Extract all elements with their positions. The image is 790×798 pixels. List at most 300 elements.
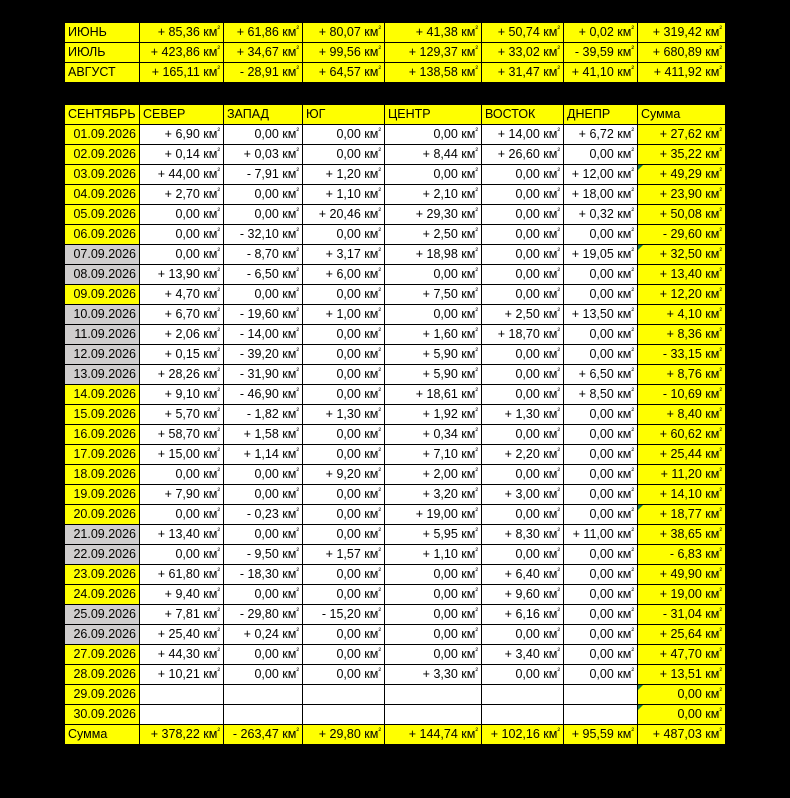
- value-cell[interactable]: [303, 425, 385, 445]
- value-cell[interactable]: [385, 165, 482, 185]
- value-cell[interactable]: [385, 285, 482, 305]
- value-cell[interactable]: [564, 285, 638, 305]
- value-cell[interactable]: [303, 185, 385, 205]
- unit: $км^{^2}$: [701, 346, 722, 361]
- value-cell[interactable]: [303, 125, 385, 145]
- value-cell[interactable]: [564, 345, 638, 365]
- date-cell[interactable]: [65, 685, 140, 705]
- value-cell[interactable]: [482, 225, 564, 245]
- summary-value[interactable]: [140, 23, 224, 43]
- value-cell[interactable]: [564, 185, 638, 205]
- month-label[interactable]: [65, 23, 140, 43]
- value-cell[interactable]: [385, 565, 482, 585]
- value-cell[interactable]: [140, 185, 224, 205]
- date-cell[interactable]: [65, 185, 140, 205]
- value-cell[interactable]: [482, 585, 564, 605]
- value-cell[interactable]: [564, 605, 638, 625]
- value-cell[interactable]: [303, 505, 385, 525]
- cell-text: + 5,70: [164, 407, 200, 421]
- value-cell[interactable]: [140, 305, 224, 325]
- value-cell[interactable]: [482, 145, 564, 165]
- value-cell[interactable]: [224, 665, 303, 685]
- value-cell[interactable]: [303, 325, 385, 345]
- cell-text: 10.09.2026: [73, 307, 136, 321]
- date-cell[interactable]: [65, 145, 140, 165]
- value-cell[interactable]: [224, 425, 303, 445]
- value-cell[interactable]: [303, 145, 385, 165]
- value-cell[interactable]: [482, 405, 564, 425]
- value-cell[interactable]: [385, 625, 482, 645]
- value-cell[interactable]: [385, 325, 482, 345]
- cell-text: + 0,03: [243, 147, 279, 161]
- column-header[interactable]: [638, 105, 726, 125]
- date-cell[interactable]: [65, 365, 140, 385]
- value-cell[interactable]: [385, 185, 482, 205]
- date-cell[interactable]: [65, 165, 140, 185]
- value-cell[interactable]: [482, 705, 564, 725]
- sum-cell[interactable]: [638, 465, 726, 485]
- value-cell[interactable]: [482, 485, 564, 505]
- value-cell[interactable]: [564, 545, 638, 565]
- column-header[interactable]: [385, 105, 482, 125]
- summary-value[interactable]: [564, 43, 638, 63]
- value-cell[interactable]: [564, 225, 638, 245]
- value-cell[interactable]: [385, 665, 482, 685]
- value-cell[interactable]: [303, 285, 385, 305]
- value-cell[interactable]: [224, 545, 303, 565]
- date-cell[interactable]: [65, 545, 140, 565]
- value-cell[interactable]: [303, 305, 385, 325]
- value-cell[interactable]: [482, 165, 564, 185]
- value-cell[interactable]: [564, 245, 638, 265]
- value-cell[interactable]: [224, 205, 303, 225]
- date-cell[interactable]: [65, 425, 140, 445]
- value-cell[interactable]: [564, 205, 638, 225]
- value-cell[interactable]: [140, 505, 224, 525]
- column-header[interactable]: [140, 105, 224, 125]
- value-cell[interactable]: [385, 705, 482, 725]
- summary-value[interactable]: [638, 43, 726, 63]
- sum-cell[interactable]: [638, 165, 726, 185]
- value-cell[interactable]: [224, 185, 303, 205]
- value-cell[interactable]: [385, 505, 482, 525]
- sum-cell[interactable]: [638, 565, 726, 585]
- column-header[interactable]: [303, 105, 385, 125]
- value-cell[interactable]: [482, 125, 564, 145]
- value-cell[interactable]: [140, 165, 224, 185]
- value-cell[interactable]: [224, 125, 303, 145]
- value-cell[interactable]: [140, 465, 224, 485]
- value-cell[interactable]: [482, 525, 564, 545]
- value-cell[interactable]: [224, 565, 303, 585]
- value-cell[interactable]: [140, 345, 224, 365]
- value-cell[interactable]: [303, 205, 385, 225]
- value-cell[interactable]: [224, 485, 303, 505]
- sum-cell[interactable]: [638, 305, 726, 325]
- sum-cell[interactable]: [638, 185, 726, 205]
- value-cell[interactable]: [385, 605, 482, 625]
- date-cell[interactable]: [65, 625, 140, 645]
- value-cell[interactable]: [140, 125, 224, 145]
- value-cell[interactable]: [482, 665, 564, 685]
- value-cell[interactable]: [482, 385, 564, 405]
- value-cell[interactable]: [224, 305, 303, 325]
- sum-cell[interactable]: [638, 685, 726, 705]
- value-cell[interactable]: [224, 465, 303, 485]
- value-cell[interactable]: [224, 225, 303, 245]
- value-cell[interactable]: [303, 385, 385, 405]
- value-cell[interactable]: [482, 685, 564, 705]
- value-cell[interactable]: [385, 385, 482, 405]
- date-cell[interactable]: [65, 385, 140, 405]
- summary-value[interactable]: [140, 63, 224, 83]
- value-cell[interactable]: [140, 625, 224, 645]
- unit: $км^{^2}$: [199, 406, 220, 421]
- date-cell[interactable]: [65, 305, 140, 325]
- value-cell[interactable]: [482, 365, 564, 385]
- value-cell[interactable]: [303, 665, 385, 685]
- value-cell[interactable]: [140, 425, 224, 445]
- value-cell[interactable]: [385, 305, 482, 325]
- summary-value[interactable]: [303, 23, 385, 43]
- value-cell[interactable]: [303, 645, 385, 665]
- date-cell[interactable]: [65, 645, 140, 665]
- value-cell[interactable]: [224, 405, 303, 425]
- value-cell[interactable]: [564, 705, 638, 725]
- column-header[interactable]: [564, 105, 638, 125]
- value-cell[interactable]: [482, 265, 564, 285]
- sum-cell[interactable]: [638, 385, 726, 405]
- sum-cell[interactable]: [638, 125, 726, 145]
- date-cell[interactable]: [65, 225, 140, 245]
- value-cell[interactable]: [224, 285, 303, 305]
- cell-text: 19.09.2026: [73, 487, 136, 501]
- date-cell[interactable]: [65, 605, 140, 625]
- value-cell[interactable]: [140, 445, 224, 465]
- value-cell[interactable]: [303, 245, 385, 265]
- sum-cell[interactable]: [638, 345, 726, 365]
- value-cell[interactable]: [564, 625, 638, 645]
- summary-value[interactable]: [385, 43, 482, 63]
- value-cell[interactable]: [564, 525, 638, 545]
- value-cell[interactable]: [482, 465, 564, 485]
- sum-cell[interactable]: [638, 205, 726, 225]
- summary-value[interactable]: [303, 63, 385, 83]
- sum-cell[interactable]: [638, 625, 726, 645]
- value-cell[interactable]: [303, 525, 385, 545]
- date-cell[interactable]: [65, 345, 140, 365]
- value-cell[interactable]: [385, 525, 482, 545]
- summary-value[interactable]: [140, 43, 224, 63]
- value-cell[interactable]: [564, 565, 638, 585]
- value-cell[interactable]: [140, 285, 224, 305]
- date-cell[interactable]: [65, 245, 140, 265]
- sum-cell[interactable]: [638, 705, 726, 725]
- value-cell[interactable]: [564, 505, 638, 525]
- value-cell[interactable]: [564, 125, 638, 145]
- total-value[interactable]: [564, 725, 638, 745]
- value-cell[interactable]: [303, 345, 385, 365]
- summary-value[interactable]: [224, 63, 303, 83]
- column-header[interactable]: [224, 105, 303, 125]
- date-cell[interactable]: [65, 205, 140, 225]
- value-cell[interactable]: [482, 205, 564, 225]
- value-cell[interactable]: [564, 685, 638, 705]
- value-cell[interactable]: [564, 645, 638, 665]
- value-cell[interactable]: [482, 345, 564, 365]
- unit: $км^{^2}$: [360, 286, 381, 301]
- summary-value[interactable]: [385, 23, 482, 43]
- value-cell[interactable]: [564, 365, 638, 385]
- total-value[interactable]: [385, 725, 482, 745]
- date-cell[interactable]: [65, 585, 140, 605]
- value-cell[interactable]: [303, 485, 385, 505]
- date-cell[interactable]: [65, 405, 140, 425]
- value-cell[interactable]: [564, 325, 638, 345]
- sum-cell[interactable]: [638, 505, 726, 525]
- cell-text: - 263,47: [232, 727, 279, 741]
- summary-value[interactable]: [385, 63, 482, 83]
- sum-cell[interactable]: [638, 605, 726, 625]
- value-cell[interactable]: [385, 545, 482, 565]
- value-cell[interactable]: [482, 505, 564, 525]
- summary-value[interactable]: [564, 23, 638, 43]
- value-cell[interactable]: [564, 145, 638, 165]
- value-cell[interactable]: [224, 365, 303, 385]
- date-cell[interactable]: [65, 465, 140, 485]
- sum-cell[interactable]: [638, 545, 726, 565]
- unit: $км^{^2}$: [613, 44, 634, 59]
- value-cell[interactable]: [564, 305, 638, 325]
- unit: $км^{^2}$: [701, 286, 722, 301]
- value-cell[interactable]: [385, 425, 482, 445]
- cell-text: 0,00: [336, 527, 361, 541]
- value-cell[interactable]: [564, 585, 638, 605]
- value-cell[interactable]: [482, 625, 564, 645]
- value-cell[interactable]: [385, 445, 482, 465]
- value-cell[interactable]: [482, 285, 564, 305]
- value-cell[interactable]: [564, 485, 638, 505]
- total-value[interactable]: [638, 725, 726, 745]
- value-cell[interactable]: [224, 605, 303, 625]
- sum-cell[interactable]: [638, 365, 726, 385]
- summary-value[interactable]: [482, 43, 564, 63]
- value-cell[interactable]: [385, 225, 482, 245]
- sum-cell[interactable]: [638, 405, 726, 425]
- value-cell[interactable]: [224, 625, 303, 645]
- value-cell[interactable]: [224, 705, 303, 725]
- sum-cell[interactable]: [638, 525, 726, 545]
- value-cell[interactable]: [482, 545, 564, 565]
- value-cell[interactable]: [482, 305, 564, 325]
- total-value[interactable]: [140, 725, 224, 745]
- value-cell[interactable]: [482, 185, 564, 205]
- unit: $км^{^2}$: [278, 186, 299, 201]
- value-cell[interactable]: [224, 325, 303, 345]
- value-cell[interactable]: [385, 125, 482, 145]
- value-cell[interactable]: [385, 345, 482, 365]
- value-cell[interactable]: [140, 705, 224, 725]
- value-cell[interactable]: [140, 525, 224, 545]
- sum-cell[interactable]: [638, 285, 726, 305]
- value-cell[interactable]: [303, 605, 385, 625]
- value-cell[interactable]: [482, 645, 564, 665]
- cell-text: 0,00: [336, 327, 361, 341]
- value-cell[interactable]: [140, 605, 224, 625]
- value-cell[interactable]: [303, 165, 385, 185]
- value-cell[interactable]: [140, 665, 224, 685]
- value-cell[interactable]: [564, 445, 638, 465]
- value-cell[interactable]: [224, 525, 303, 545]
- value-cell[interactable]: [303, 445, 385, 465]
- value-cell[interactable]: [482, 425, 564, 445]
- summary-value[interactable]: [224, 43, 303, 63]
- value-cell[interactable]: [303, 265, 385, 285]
- value-cell[interactable]: [140, 485, 224, 505]
- value-cell[interactable]: [140, 565, 224, 585]
- sum-cell[interactable]: [638, 225, 726, 245]
- value-cell[interactable]: [482, 445, 564, 465]
- value-cell[interactable]: [303, 585, 385, 605]
- date-cell[interactable]: [65, 705, 140, 725]
- value-cell[interactable]: [224, 645, 303, 665]
- value-cell[interactable]: [385, 465, 482, 485]
- value-cell[interactable]: [140, 645, 224, 665]
- value-cell[interactable]: [482, 565, 564, 585]
- value-cell[interactable]: [385, 585, 482, 605]
- value-cell[interactable]: [140, 585, 224, 605]
- sum-cell[interactable]: [638, 445, 726, 465]
- value-cell[interactable]: [564, 165, 638, 185]
- value-cell[interactable]: [224, 345, 303, 365]
- date-cell[interactable]: [65, 285, 140, 305]
- value-cell[interactable]: [564, 465, 638, 485]
- value-cell[interactable]: [303, 685, 385, 705]
- value-cell[interactable]: [385, 145, 482, 165]
- unit: $км^{^2}$: [360, 346, 381, 361]
- value-cell[interactable]: [140, 245, 224, 265]
- value-cell[interactable]: [385, 365, 482, 385]
- value-cell[interactable]: [224, 145, 303, 165]
- sum-cell[interactable]: [638, 425, 726, 445]
- sum-cell[interactable]: [638, 245, 726, 265]
- value-cell[interactable]: [564, 265, 638, 285]
- unit: $км^{^2}$: [539, 726, 560, 741]
- date-cell[interactable]: [65, 485, 140, 505]
- value-cell[interactable]: [564, 405, 638, 425]
- table-row: [65, 245, 726, 265]
- value-cell[interactable]: [140, 405, 224, 425]
- summary-value[interactable]: [482, 63, 564, 83]
- value-cell[interactable]: [140, 325, 224, 345]
- value-cell[interactable]: [140, 685, 224, 705]
- value-cell[interactable]: [140, 385, 224, 405]
- summary-value[interactable]: [482, 23, 564, 43]
- value-cell[interactable]: [303, 565, 385, 585]
- date-cell[interactable]: [65, 325, 140, 345]
- month-label[interactable]: [65, 63, 140, 83]
- value-cell[interactable]: [303, 465, 385, 485]
- value-cell[interactable]: [385, 265, 482, 285]
- value-cell[interactable]: [482, 325, 564, 345]
- summary-value[interactable]: [564, 63, 638, 83]
- value-cell[interactable]: [385, 405, 482, 425]
- unit: $км^{^2}$: [613, 626, 634, 641]
- sum-cell[interactable]: [638, 145, 726, 165]
- month-label[interactable]: [65, 43, 140, 63]
- value-cell[interactable]: [564, 665, 638, 685]
- unit: $км^{^2}$: [457, 226, 478, 241]
- sum-cell[interactable]: [638, 585, 726, 605]
- value-cell[interactable]: [224, 585, 303, 605]
- value-cell[interactable]: [482, 605, 564, 625]
- date-cell[interactable]: [65, 525, 140, 545]
- value-cell[interactable]: [140, 545, 224, 565]
- value-cell[interactable]: [224, 445, 303, 465]
- value-cell[interactable]: [303, 405, 385, 425]
- date-cell[interactable]: [65, 665, 140, 685]
- date-cell[interactable]: [65, 445, 140, 465]
- value-cell[interactable]: [303, 705, 385, 725]
- unit: $км^{^2}$: [457, 726, 478, 741]
- value-cell[interactable]: [140, 225, 224, 245]
- date-cell[interactable]: [65, 265, 140, 285]
- column-header[interactable]: [65, 105, 140, 125]
- sum-cell[interactable]: [638, 665, 726, 685]
- value-cell[interactable]: [224, 245, 303, 265]
- summary-value[interactable]: [224, 23, 303, 43]
- value-cell[interactable]: [385, 485, 482, 505]
- value-cell[interactable]: [385, 245, 482, 265]
- summary-value[interactable]: [638, 63, 726, 83]
- sum-cell[interactable]: [638, 325, 726, 345]
- date-cell[interactable]: [65, 565, 140, 585]
- value-cell[interactable]: [140, 265, 224, 285]
- value-cell[interactable]: [303, 625, 385, 645]
- sum-cell[interactable]: [638, 485, 726, 505]
- total-value[interactable]: [224, 725, 303, 745]
- total-value[interactable]: [482, 725, 564, 745]
- value-cell[interactable]: [224, 265, 303, 285]
- value-cell[interactable]: [482, 245, 564, 265]
- value-cell[interactable]: [303, 545, 385, 565]
- value-cell[interactable]: [564, 425, 638, 445]
- value-cell[interactable]: [224, 385, 303, 405]
- sum-cell[interactable]: [638, 265, 726, 285]
- value-cell[interactable]: [224, 505, 303, 525]
- date-cell[interactable]: [65, 505, 140, 525]
- value-cell[interactable]: [140, 365, 224, 385]
- sum-cell[interactable]: [638, 645, 726, 665]
- value-cell[interactable]: [385, 205, 482, 225]
- summary-value[interactable]: [638, 23, 726, 43]
- totals-label[interactable]: [65, 725, 140, 745]
- total-value[interactable]: [303, 725, 385, 745]
- column-header[interactable]: [482, 105, 564, 125]
- summary-value[interactable]: [303, 43, 385, 63]
- value-cell[interactable]: [564, 385, 638, 405]
- cell-text: 11.09.2026: [74, 327, 136, 341]
- value-cell[interactable]: [140, 205, 224, 225]
- value-cell[interactable]: [303, 225, 385, 245]
- value-cell[interactable]: [385, 685, 482, 705]
- value-cell[interactable]: [303, 365, 385, 385]
- value-cell[interactable]: [385, 645, 482, 665]
- value-cell[interactable]: [140, 145, 224, 165]
- date-cell[interactable]: [65, 125, 140, 145]
- value-cell[interactable]: [224, 685, 303, 705]
- value-cell[interactable]: [224, 165, 303, 185]
